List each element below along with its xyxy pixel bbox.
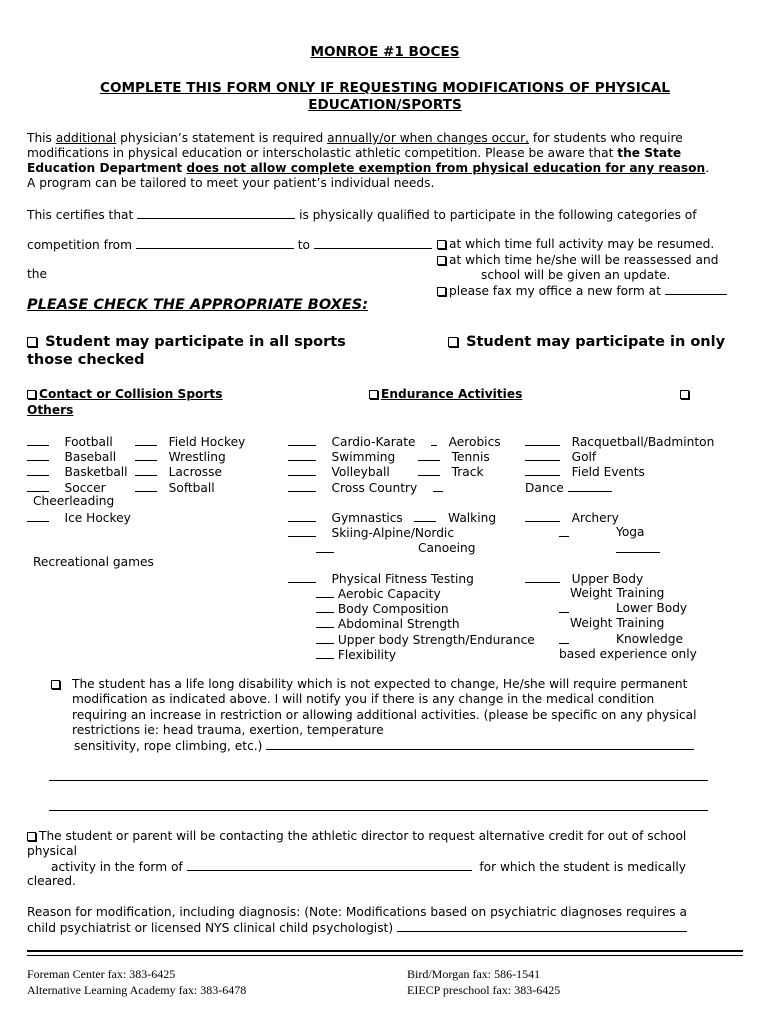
- intro-line2: modifications in physical education or interscholastic athletic competition. Please be aware that the State: [27, 146, 682, 160]
- disability-checkbox[interactable]: [51, 677, 63, 692]
- intro-line3: Education Department does not allow complete exemption from physical education for any reason.: [27, 161, 710, 175]
- sport-skiing: Skiing-Alpine/Nordic: [288, 525, 454, 541]
- sport-field-events: Field Events: [525, 464, 645, 480]
- credit-line4: cleared.: [27, 874, 76, 888]
- disability-line5: sensitivity, rope climbing, etc.): [74, 738, 694, 754]
- reason-line1: Reason for modification, including diagnosis: (Note: Modifications based on psychiatric diagnoses requires a: [27, 905, 688, 919]
- disability-line3: requiring an increase in restriction or allowing additional activities. (please be specific on any physical: [72, 708, 697, 722]
- sport-soccer: Soccer: [27, 480, 106, 496]
- contact-sports-category[interactable]: Contact or Collision Sports: [27, 387, 223, 402]
- sport-lacrosse: Lacrosse: [135, 464, 222, 480]
- option-reassess-cont: school will be given an update.: [481, 268, 671, 282]
- the-text: the: [27, 267, 48, 281]
- knowledge: [559, 632, 569, 648]
- restrictions-line-3[interactable]: [49, 810, 708, 811]
- fitness-flexibility: Flexibility: [316, 647, 396, 663]
- sport-cheerleading: Cheerleading: [33, 494, 115, 508]
- participate-all-option[interactable]: Student may participate in all sports: [27, 333, 346, 351]
- upper-body: Upper Body: [525, 571, 643, 587]
- sport-canoeing: [316, 541, 334, 557]
- checkbox-icon[interactable]: [680, 390, 689, 399]
- fitness-abdominal: Abdominal Strength: [316, 616, 460, 632]
- sport-wrestling: Wrestling: [135, 449, 226, 465]
- sport-yoga: [559, 525, 569, 541]
- participate-all-cont: those checked: [27, 352, 145, 368]
- lower-weight-training: Weight Training: [570, 616, 665, 630]
- sport-field-hockey: Field Hockey: [135, 434, 245, 450]
- sport-volleyball: Volleyball: [288, 464, 390, 480]
- sport-track: Track: [418, 464, 484, 480]
- restrictions-field[interactable]: [266, 738, 694, 750]
- checkbox-icon[interactable]: [369, 390, 378, 399]
- footer-eiecp: EIECP preschool fax: 383-6425: [407, 983, 561, 997]
- sport-gymnastics: Gymnastics Walking: [288, 510, 496, 526]
- credit-line2: physical: [27, 844, 77, 858]
- check-boxes-heading: PLEASE CHECK THE APPROPRIATE BOXES:: [27, 297, 368, 313]
- others-category-label: Others: [27, 403, 74, 417]
- sport-yoga-label: Yoga: [616, 525, 645, 539]
- knowledge-cont: based experience only: [559, 647, 697, 661]
- others-category-checkbox[interactable]: [680, 387, 692, 402]
- sport-softball: Softball: [135, 480, 215, 496]
- from-date-field[interactable]: [136, 237, 294, 249]
- sport-ice-hockey: Ice Hockey: [27, 510, 131, 526]
- yoga-line: [616, 541, 660, 557]
- footer-foreman: Foreman Center fax: 383-6425: [27, 967, 176, 981]
- checkbox-icon[interactable]: [437, 256, 446, 265]
- sport-basketball: Basketball: [27, 464, 128, 480]
- certify-line: This certifies that is physically qualified to participate in the following categories of: [27, 208, 697, 222]
- checkbox-icon[interactable]: [437, 240, 446, 249]
- sport-aerobics: Aerobics: [431, 434, 501, 450]
- intro-line1: This additional physician’s statement is required annually/or when changes occur, for students who require: [27, 131, 683, 145]
- intro-line4: A program can be tailored to meet your patient’s individual needs.: [27, 176, 435, 190]
- disability-line4: restrictions ie: head trauma, exertion, temperature: [72, 723, 384, 737]
- checkbox-icon[interactable]: [51, 680, 60, 689]
- credit-line3: activity in the form of for which the student is medically: [51, 860, 686, 874]
- fitness-testing: Physical Fitness Testing: [288, 571, 474, 587]
- sport-football: Football: [27, 434, 113, 450]
- form-title-line2: EDUCATION/SPORTS: [308, 97, 462, 113]
- credit-line1[interactable]: The student or parent will be contacting the athletic director to request alternative credit for out of school: [27, 829, 686, 844]
- disability-line1: The student has a life long disability which is not expected to change, He/she will require permanent: [72, 677, 688, 691]
- endurance-category[interactable]: Endurance Activities: [369, 387, 522, 402]
- student-name-field[interactable]: [137, 207, 295, 219]
- checkbox-icon[interactable]: [27, 390, 36, 399]
- sport-racquetball: Racquetball/Badminton: [525, 434, 714, 450]
- fitness-aerobic: Aerobic Capacity: [316, 586, 441, 602]
- participate-only-option[interactable]: Student may participate in only: [448, 333, 725, 351]
- lower-body-label: Lower Body: [616, 601, 688, 615]
- sport-golf: Golf: [525, 449, 596, 465]
- sport-baseball: Baseball: [27, 449, 116, 465]
- upper-weight-training: Weight Training: [570, 586, 665, 600]
- checkbox-icon[interactable]: [27, 832, 36, 841]
- footer-bird-morgan: Bird/Morgan fax: 586-1541: [407, 967, 541, 981]
- sport-dance: Dance: [525, 480, 612, 496]
- option-reassess[interactable]: at which time he/she will be reassessed and: [437, 253, 718, 268]
- checkbox-icon[interactable]: [27, 337, 37, 347]
- checkbox-icon[interactable]: [437, 287, 446, 296]
- footer-rule: [27, 950, 743, 952]
- fitness-body-comp: Body Composition: [316, 601, 449, 617]
- sport-recreational: Recreational games: [33, 555, 154, 569]
- footer-alt-academy: Alternative Learning Academy fax: 383-6478: [27, 983, 247, 997]
- knowledge-label: Knowledge: [616, 632, 683, 646]
- lower-body: [559, 601, 569, 617]
- checkbox-icon[interactable]: [448, 337, 458, 347]
- org-title: MONROE #1 BOCES: [310, 44, 460, 60]
- form-title-line1: COMPLETE THIS FORM ONLY IF REQUESTING MODIFICATIONS OF PHYSICAL: [100, 80, 670, 96]
- option-fax[interactable]: please fax my office a new form at: [437, 283, 727, 299]
- sport-cardio-karate: Cardio-Karate: [288, 434, 415, 450]
- sport-canoeing-label: Canoeing: [418, 541, 476, 555]
- to-date-field[interactable]: [314, 237, 432, 249]
- sport-archery: Archery: [525, 510, 619, 526]
- fitness-upper-strength: Upper body Strength/Endurance: [316, 632, 535, 648]
- footer-rule-thin: [27, 955, 743, 956]
- option-full-activity[interactable]: at which time full activity may be resumed.: [437, 237, 714, 252]
- sport-swimming: Swimming: [288, 449, 395, 465]
- sport-tennis: Tennis: [418, 449, 490, 465]
- fax-date-field[interactable]: [665, 283, 727, 295]
- reason-line2: child psychiatrist or licensed NYS clinical child psychologist): [27, 920, 687, 936]
- reason-field[interactable]: [397, 920, 687, 932]
- sport-cross-country: Cross Country: [288, 480, 443, 496]
- disability-line2: modification as indicated above. I will notify you if there is any change in the medical condition: [72, 692, 655, 706]
- activity-form-field[interactable]: [187, 859, 472, 871]
- restrictions-line-2[interactable]: [49, 780, 708, 781]
- competition-line: competition from to: [27, 237, 432, 253]
